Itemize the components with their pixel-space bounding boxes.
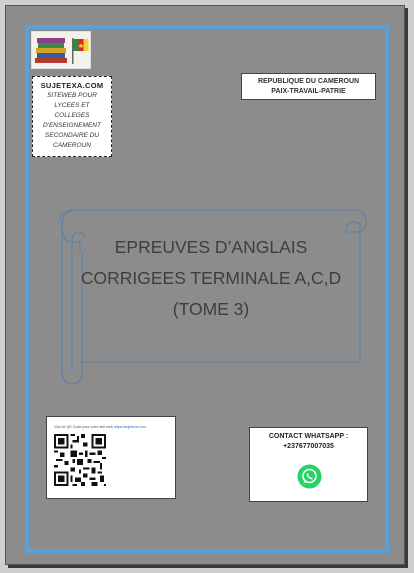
title-line-1: EPREUVES D’ANGLAIS (114, 237, 308, 257)
site-info-box (32, 76, 112, 157)
republic-name: REPUBLIQUE DU CAMEROUN (257, 78, 360, 85)
title-line-3: (TOME 3) (172, 299, 250, 319)
books-and-flag-logo (31, 31, 91, 69)
whatsapp-contact-box (249, 427, 368, 502)
whatsapp-icon[interactable] (297, 464, 322, 489)
title-line-2: CORRIGEES TERMINALE A,C,D (80, 268, 342, 288)
qr-code-box (46, 416, 176, 499)
document-page (5, 5, 405, 565)
qr-caption-text: Voici le QR Code pour votre site web (54, 425, 113, 429)
qr-caption (54, 425, 146, 429)
qr-code (54, 434, 106, 486)
qr-caption-link[interactable]: https://sujetexa.com (113, 425, 146, 429)
site-name: SUJETEXA.COM (40, 81, 104, 90)
document-title (66, 232, 356, 325)
contact-phone[interactable]: +237677007035 (283, 443, 334, 450)
republic-header-box (241, 73, 376, 100)
site-description: SITEWEB POUR LYCEES ET COLLEGES D'ENSEIGNEMENT SECONDAIRE DU CAMEROUN (43, 92, 101, 149)
republic-motto: PAIX-TRAVAIL-PATRIE (271, 88, 346, 95)
contact-label: CONTACT WHATSAPP : (268, 433, 349, 440)
